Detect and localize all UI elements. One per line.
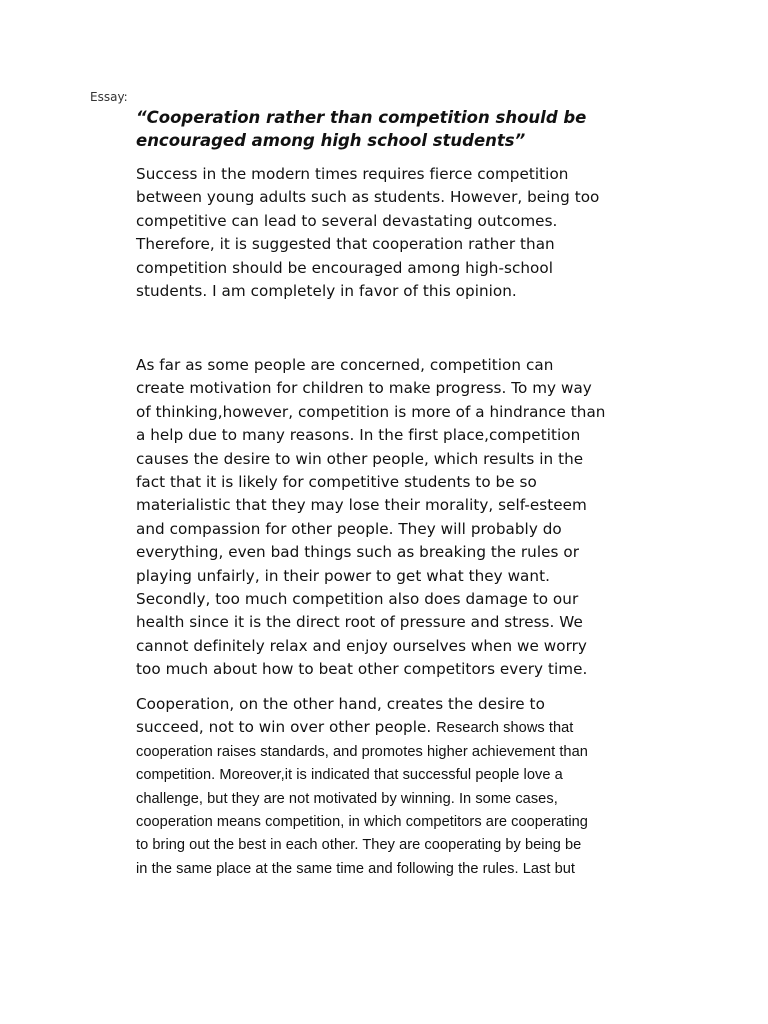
text-line: create motivation for children to make progress. To my way	[136, 379, 592, 398]
text-line: health since it is the direct root of pressure and stress. We	[136, 613, 583, 632]
text-line: students. I am completely in favor of this opinion.	[136, 282, 517, 301]
text-line: Therefore, it is suggested that cooperation rather than	[136, 235, 555, 254]
text-line-mixed	[136, 716, 684, 740]
essay-label: Essay:	[90, 90, 128, 104]
text-line: Success in the modern times requires fierce competition	[136, 165, 569, 183]
text-line: fact that it is likely for competitive students to be so	[136, 473, 537, 492]
text-line: competition. Moreover,it is indicated that successful people love a	[136, 767, 563, 784]
paragraph-body-competition	[136, 354, 684, 682]
text-line: and compassion for other people. They will probably do	[136, 519, 562, 538]
text-line: Cooperation, on the other hand, creates the desire to	[136, 695, 545, 713]
text-line: cannot definitely relax and enjoy ourselves when we worry	[136, 636, 587, 655]
paragraph-body-cooperation	[136, 693, 684, 881]
text-line: causes the desire to win other people, which results in the	[136, 449, 584, 468]
text-line: competitive can lead to several devastating outcomes.	[136, 211, 558, 230]
text-line: between young adults such as students. However, being too	[136, 188, 600, 207]
title-line: “Cooperation rather than competition should be	[136, 108, 587, 127]
text-line: in the same place at the same time and following the rules. Last but	[136, 860, 576, 877]
text-line: of thinking,however, competition is more of a hindrance than	[136, 402, 606, 421]
text-line: to bring out the best in each other. They are cooperating by being be	[136, 837, 582, 854]
text-line: playing unfairly, in their power to get what they want.	[136, 566, 550, 585]
text-line: competition should be encouraged among high-school	[136, 258, 553, 277]
text-line: everything, even bad things such as breaking the rules or	[136, 543, 579, 562]
essay-title	[136, 106, 656, 152]
text-line: materialistic that they may lose their morality, self-esteem	[136, 496, 587, 515]
text-line: too much about how to beat other competitors every time.	[136, 660, 588, 679]
text-line: Secondly, too much competition also does damage to our	[136, 590, 579, 609]
paragraph-intro	[136, 163, 684, 303]
title-line: encouraged among high school students”	[136, 131, 526, 150]
text-segment-alt-font: Research shows that	[436, 720, 574, 737]
text-line: a help due to many reasons. In the first place,competition	[136, 426, 581, 445]
text-line: cooperation raises standards, and promotes higher achievement than	[136, 743, 588, 760]
text-line: challenge, but they are not motivated by winning. In some cases,	[136, 790, 558, 807]
text-line: cooperation means competition, in which competitors are cooperating	[136, 814, 588, 831]
text-segment: succeed, not to win over other people.	[136, 718, 437, 737]
text-line: As far as some people are concerned, competition can	[136, 356, 554, 374]
